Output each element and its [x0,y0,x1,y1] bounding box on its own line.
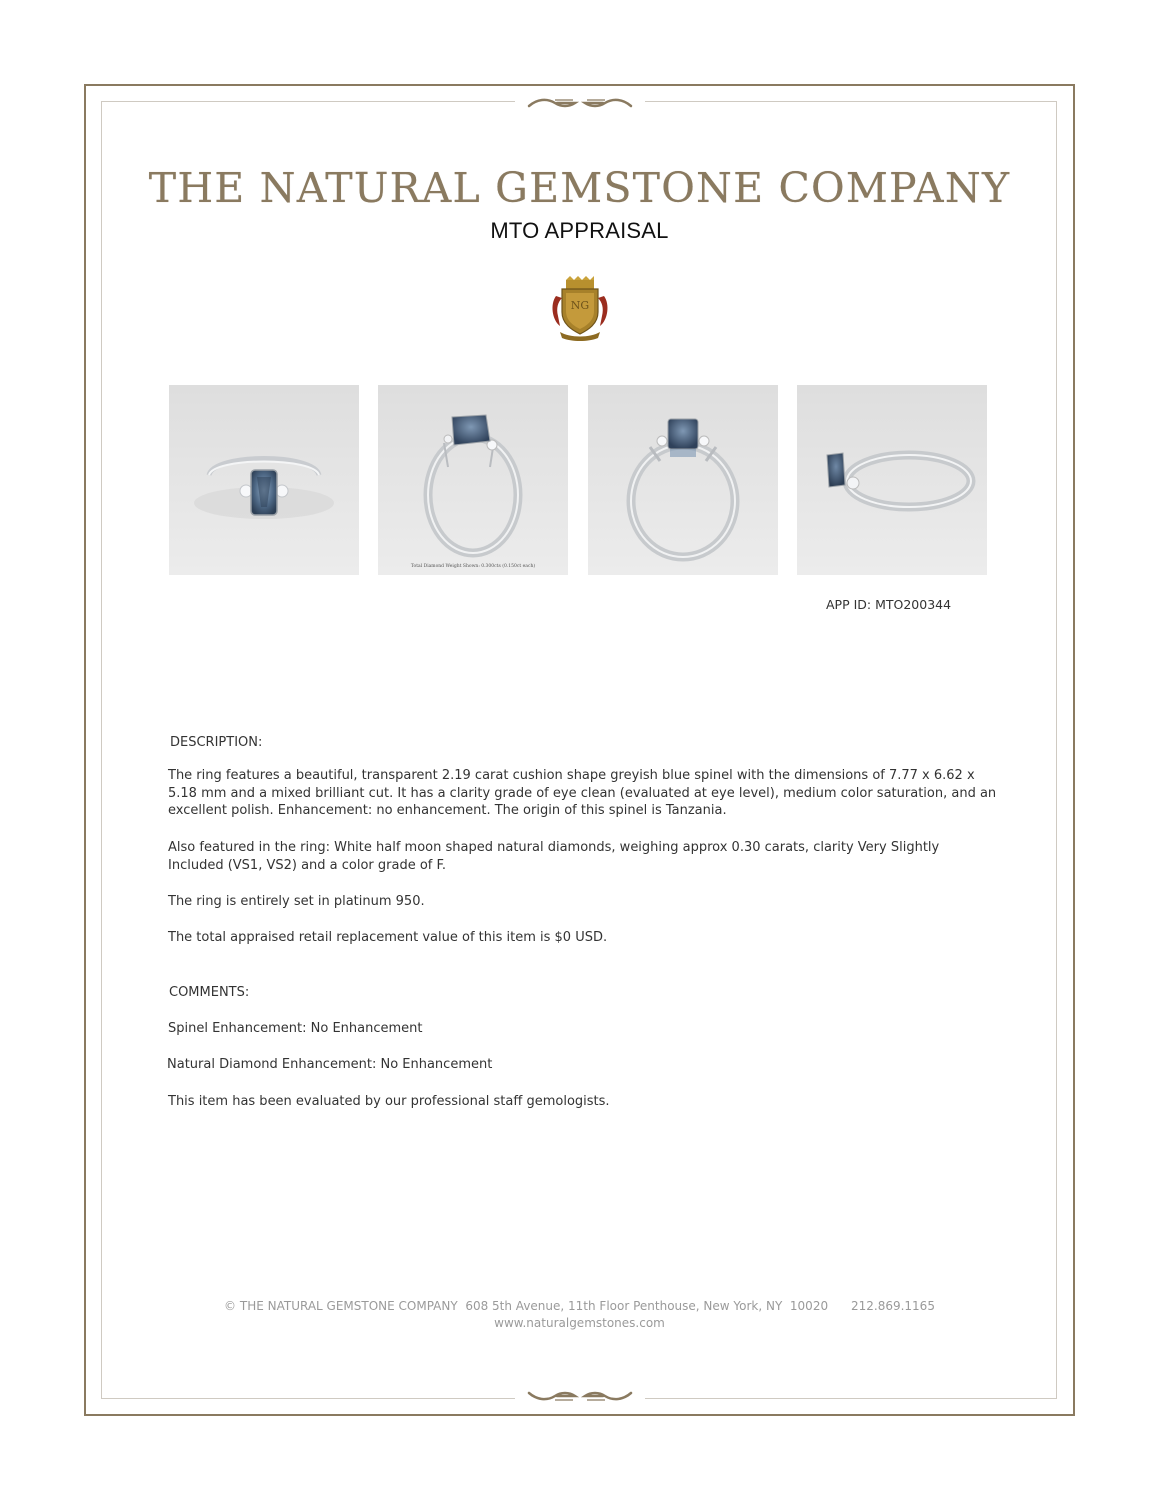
svg-text:NG: NG [570,299,590,312]
description-label: DESCRIPTION: [170,735,263,750]
description-paragraph-gemstone: The ring features a beautiful, transparent 2.19 carat cushion shape greyish blue spinel with the dimensions of 7.77 x 6.62 x 5.18 mm and a mixed brilliant cut. It has a clarity grade of eye clean (evaluated at eye level), medium color saturation, and an excellent polish. Enhancement: no enhancement. The origin of this spinel is Tanzania. [168,768,997,818]
comment-evaluation-note: This item has been evaluated by our professional staff gemologists. [168,1094,610,1109]
company-title: THE NATURAL GEMSTONE COMPANY [148,164,1011,212]
ring-photo-front-view[interactable] [169,385,359,575]
comments-label: COMMENTS: [169,985,250,1000]
appraisal-id: APP ID: MTO200344 [826,597,952,612]
ring-photo-side-view[interactable] [797,385,987,575]
diamond-weight-caption: Total Diamond Weight Shown: 0.300cts (0.150ct each) [410,564,536,569]
top-flourish-ornament-icon [515,91,645,113]
ring-photo-gallery [169,385,988,575]
ring-photo-angled-view[interactable] [378,385,568,575]
ring-photo-profile-view[interactable] [588,385,778,575]
footer-website-link[interactable]: www.naturalgemstones.com [494,1316,665,1330]
document-type-title: MTO APPRAISAL [490,218,669,243]
description-paragraph-value: The total appraised retail replacement value of this item is $0 USD. [168,930,608,945]
comment-spinel-enhancement: Spinel Enhancement: No Enhancement [168,1021,423,1036]
footer-address: © THE NATURAL GEMSTONE COMPANY 608 5th Avenue, 11th Floor Penthouse, New York, NY 10020 212.869.1165 [224,1299,935,1313]
description-paragraph-metal: The ring is entirely set in platinum 950. [168,894,425,909]
description-paragraph-diamonds: Also featured in the ring: White half moon shaped natural diamonds, weighing approx 0.30 carats, clarity Very Slightly Included (VS1, VS2) and a color grade of F. [168,840,940,873]
crest-icon [548,276,612,342]
comment-diamond-enhancement: Natural Diamond Enhancement: No Enhancement [167,1057,493,1072]
bottom-flourish-ornament-icon [515,1386,645,1408]
